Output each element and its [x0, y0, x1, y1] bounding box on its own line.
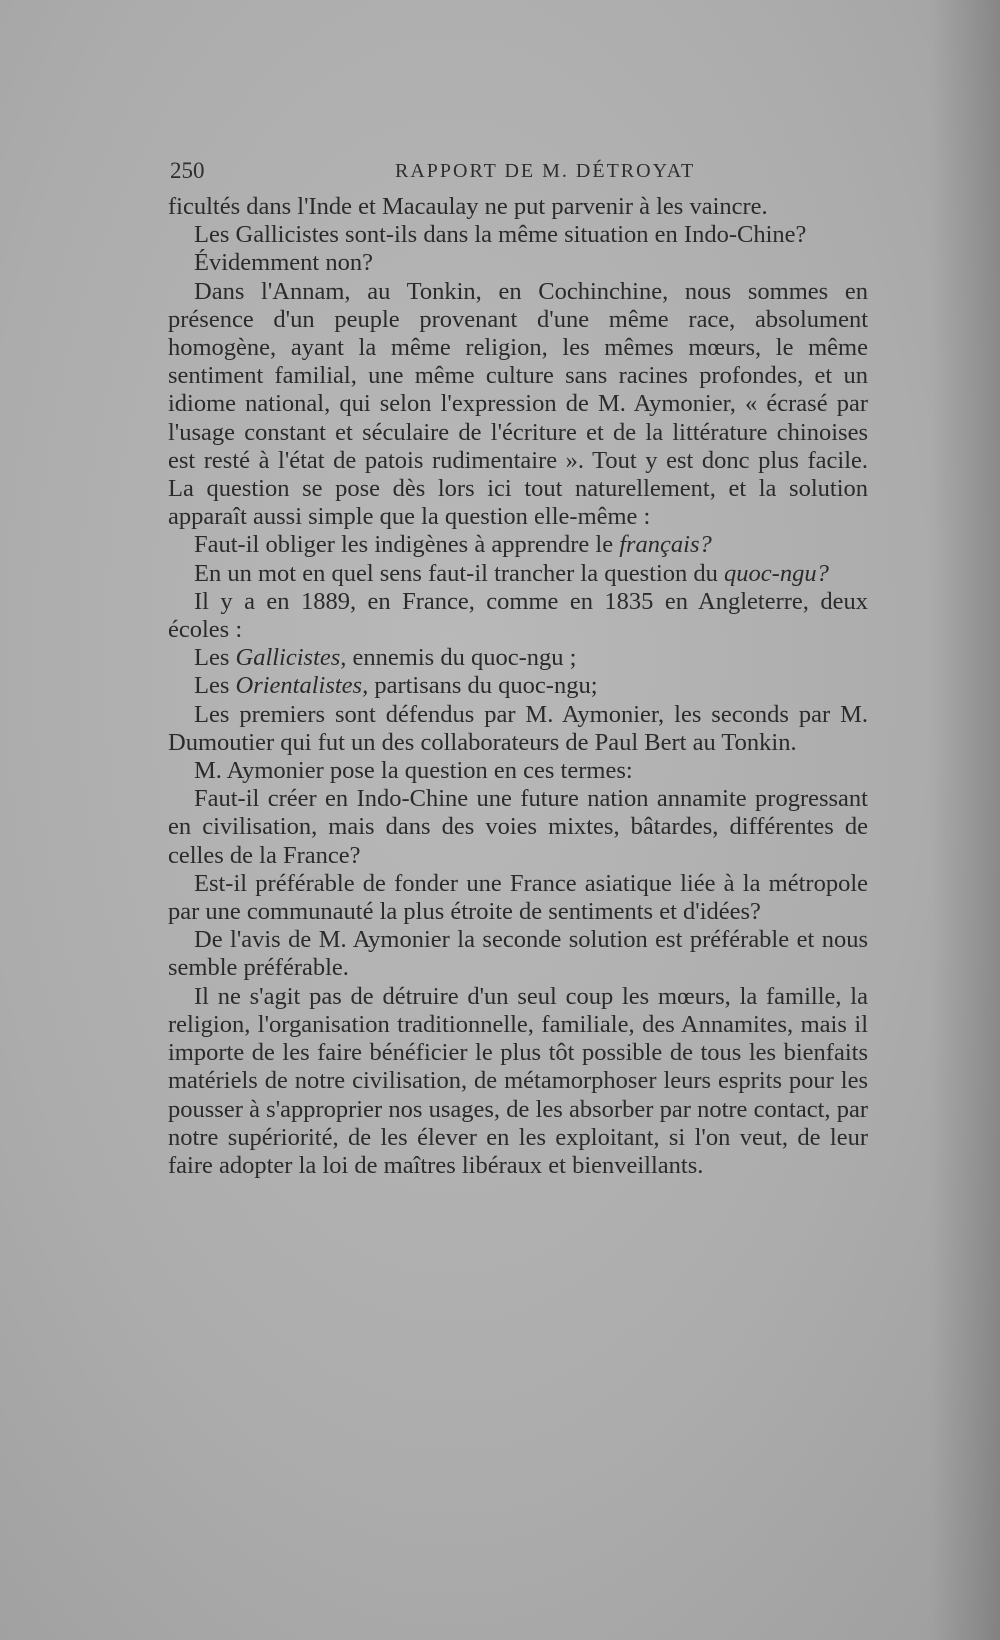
running-title: RAPPORT DE M. DÉTROYAT — [395, 160, 696, 182]
text-run: partisans du quoc-ngu; — [368, 672, 598, 700]
paragraph — [168, 644, 868, 672]
paragraph: De l'avis de M. Aymonier la seconde solution est préférable et nous semble préférable. — [168, 926, 868, 982]
text-run: Les — [194, 644, 236, 672]
paragraph: Évidemment non? — [194, 249, 373, 277]
paragraph — [168, 531, 868, 559]
paragraph: Il y a en 1889, en France, comme en 1835 en Angleterre, deux écoles : — [168, 587, 868, 644]
paragraph: Est-il préférable de fonder une France asiatique liée à la métropole par une communauté la plus étroite de sentiments et d'idées? — [168, 869, 868, 926]
body-text — [168, 193, 868, 1180]
paragraph — [168, 672, 868, 700]
paragraph: M. Aymonier pose la question en ces termes: — [194, 757, 633, 785]
text-run: Faut-il obliger les indigènes à apprendre le — [194, 531, 620, 559]
paragraph: Faut-il créer en Indo-Chine une future nation annamite progressant en civilisation, mais dans des voies mixtes, bâtardes, différentes de celles de la France? — [168, 785, 868, 869]
running-header — [170, 158, 870, 188]
italic-term: quoc-ngu? — [724, 559, 829, 587]
text-run: ennemis du quoc-ngu ; — [346, 644, 577, 672]
paragraph: ficultés dans l'Inde et Macaulay ne put parvenir à les vaincre. — [168, 193, 768, 220]
page-number: 250 — [170, 158, 205, 183]
paragraph: Les premiers sont défendus par M. Aymonier, les seconds par M. Dumoutier qui fut un des collaborateurs de Paul Bert au Tonkin. — [168, 700, 868, 756]
paragraph — [168, 560, 868, 588]
page-edge-shadow — [930, 0, 1000, 1640]
italic-term: Orientalistes, — [235, 672, 369, 700]
paragraph: Il ne s'agit pas de détruire d'un seul coup les mœurs, la famille, la religion, l'organisation traditionnelle, familiale, des Annamites, mais il importe de les faire bénéficier le plus tôt possible de tous les bienfaits matériels de notre civilisation, de métamorphoser leurs esprits pour les pousser à s'approprier nos usages, de les absorber par notre contact, par notre supériorité, de les élever en les exploitant, si l'on veut, de leur faire adopter la loi de maîtres libéraux et bienveillants. — [168, 982, 868, 1179]
paragraph: Dans l'Annam, au Tonkin, en Cochinchine, nous sommes en présence d'un peuple provenant d'une même race, absolument homogène, ayant la même religion, les mêmes mœurs, le même sentiment familial, une même culture sans racines profondes, et un idiome national, qui selon l'expression de M. Aymonier, « écrasé par l'usage constant et séculaire de l'écriture et de la littérature chinoises est resté à l'état de patois rudimentaire ». Tout y est donc plus facile. La question se pose dès lors ici tout naturellement, et la solution apparaît aussi simple que la question elle-même : — [168, 277, 868, 531]
italic-term: français? — [619, 531, 712, 559]
text-run: En un mot en quel sens faut-il trancher la question du — [194, 559, 725, 587]
italic-term: Gallicistes, — [235, 644, 347, 672]
paragraph: Les Gallicistes sont-ils dans la même situation en Indo-Chine? — [194, 221, 807, 249]
text-run: Les — [194, 672, 236, 700]
